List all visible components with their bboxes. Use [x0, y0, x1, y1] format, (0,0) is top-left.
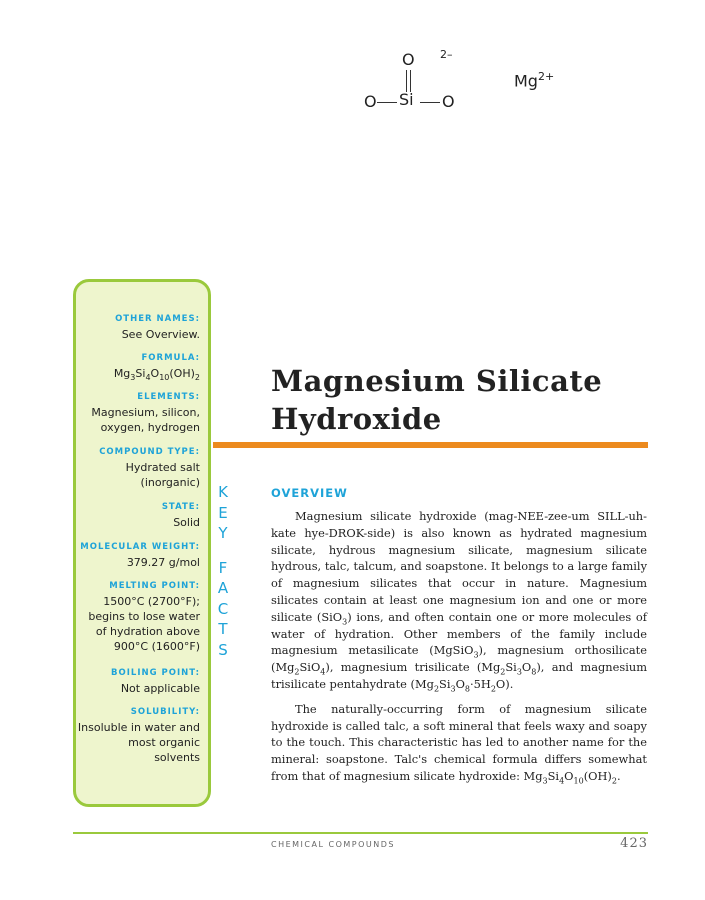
key-facts-sidebar	[73, 279, 211, 807]
footer-rule	[73, 832, 648, 834]
cation-mg	[514, 70, 554, 90]
bond-left	[377, 102, 397, 103]
key-facts-letter	[213, 544, 233, 558]
key-facts-letter: S	[218, 640, 228, 659]
fact-solubility	[70, 707, 200, 765]
formula-label: FORMULA:	[141, 353, 200, 363]
molecular-weight-value: 379.27 g/mol	[126, 556, 200, 569]
paragraph-1: Magnesium silicate hydroxide (mag-NEE-zee-um SILL-uh-kate hye-DROK-side) is also known as hydrated magnesium silicate, hydrous magnesium silicate, magnesium silicate hydrous, talc, talcum, and soapstone. It belongs to a large family of magnesium silicates that occur in nature. Magnesium silicates contain at least one magnesium ion and one or more silicate (SiO$_3$) ions, and often contain one or more molecules of water of hydration. Other members of the family include magnesium metasilicate (MgSiO$_3$), magnesium orthosilicate $(Mg_2SiO_4)$, magnesium trisilicate $(Mg_2Si_3O_8)$, and magnesium trisilicate pentahydrate $(Mg_2Si_3O_8\cdot 5H_2O)$.	[271, 509, 648, 694]
elements-value: Magnesium, silicon, oxygen, hydrogen	[91, 406, 200, 434]
double-bond-right-line	[410, 70, 411, 92]
fact-compound-type	[70, 447, 200, 490]
paragraph-2: The naturally-occurring form of magnesium silicate hydroxide is called talc, a soft mineral that feels waxy and soapy to the touch. This characteristic has led to another name for the mineral: soapstone. Talc's chemical formula differs somewhat from that of magnesium silicate hydroxide: $Mg_3Si_4O_{10}(OH)_2$.	[271, 701, 647, 786]
atom-o-right: O	[442, 92, 455, 111]
key-facts-letter: Y	[218, 524, 228, 542]
key-facts-side-label	[213, 482, 233, 660]
page-title	[271, 362, 651, 438]
key-facts-letter: C	[217, 599, 229, 618]
compound-type-label: COMPOUND TYPE:	[99, 447, 200, 457]
key-facts-letter: K	[218, 483, 228, 501]
structure-diagram	[350, 40, 630, 120]
overview-heading: OVERVIEW	[271, 486, 348, 500]
page-number: 423	[620, 836, 648, 851]
title-line-2: Hydroxide	[271, 402, 442, 436]
atom-si: Si	[399, 90, 414, 109]
other-names-value: See Overview.	[121, 328, 200, 341]
cation-charge: 2+	[537, 70, 555, 83]
fact-elements	[70, 392, 200, 435]
melting-point-value: 1500°C (2700°F); begins to lose water of hydration above 900°C (1600°F)	[88, 595, 200, 653]
compound-type-value: Hydrated salt (inorganic)	[125, 461, 200, 489]
overview-body	[271, 508, 647, 785]
fact-molecular-weight	[70, 542, 200, 570]
cation-symbol: Mg	[514, 71, 538, 91]
state-label: STATE:	[161, 502, 200, 512]
bond-right	[420, 102, 440, 103]
atom-o-top: O	[402, 50, 415, 69]
title-line-1: Magnesium Silicate	[271, 364, 603, 398]
key-facts-letter: A	[217, 579, 229, 597]
state-value: Solid	[173, 516, 200, 529]
boiling-point-value: Not applicable	[120, 682, 200, 695]
boiling-point-label: BOILING POINT:	[111, 668, 200, 678]
fact-other-names	[70, 314, 200, 342]
fact-formula	[70, 353, 200, 385]
fact-state	[70, 502, 200, 530]
anion-charge: 2–	[440, 48, 453, 61]
solubility-value: Insoluble in water and most organic solvents	[77, 721, 200, 764]
title-underline-rule	[213, 442, 648, 448]
melting-point-label: MELTING POINT:	[109, 581, 200, 591]
formula-value: $Mg_3Si_4O_{10}(OH)_2$	[113, 367, 200, 383]
key-facts-letter: F	[218, 558, 228, 577]
fact-boiling-point	[70, 668, 200, 696]
fact-melting-point	[70, 581, 200, 654]
key-facts-letter: E	[218, 503, 228, 522]
elements-label: ELEMENTS:	[137, 392, 200, 402]
other-names-label: OTHER NAMES:	[115, 314, 200, 324]
atom-o-left: O	[364, 92, 377, 111]
molecular-weight-label: MOLECULAR WEIGHT:	[80, 542, 200, 552]
key-facts-letter: T	[218, 620, 228, 638]
double-bond-left-line	[406, 70, 407, 92]
solubility-label: SOLUBILITY:	[130, 707, 200, 717]
footer-running-title: CHEMICAL COMPOUNDS	[271, 840, 395, 849]
